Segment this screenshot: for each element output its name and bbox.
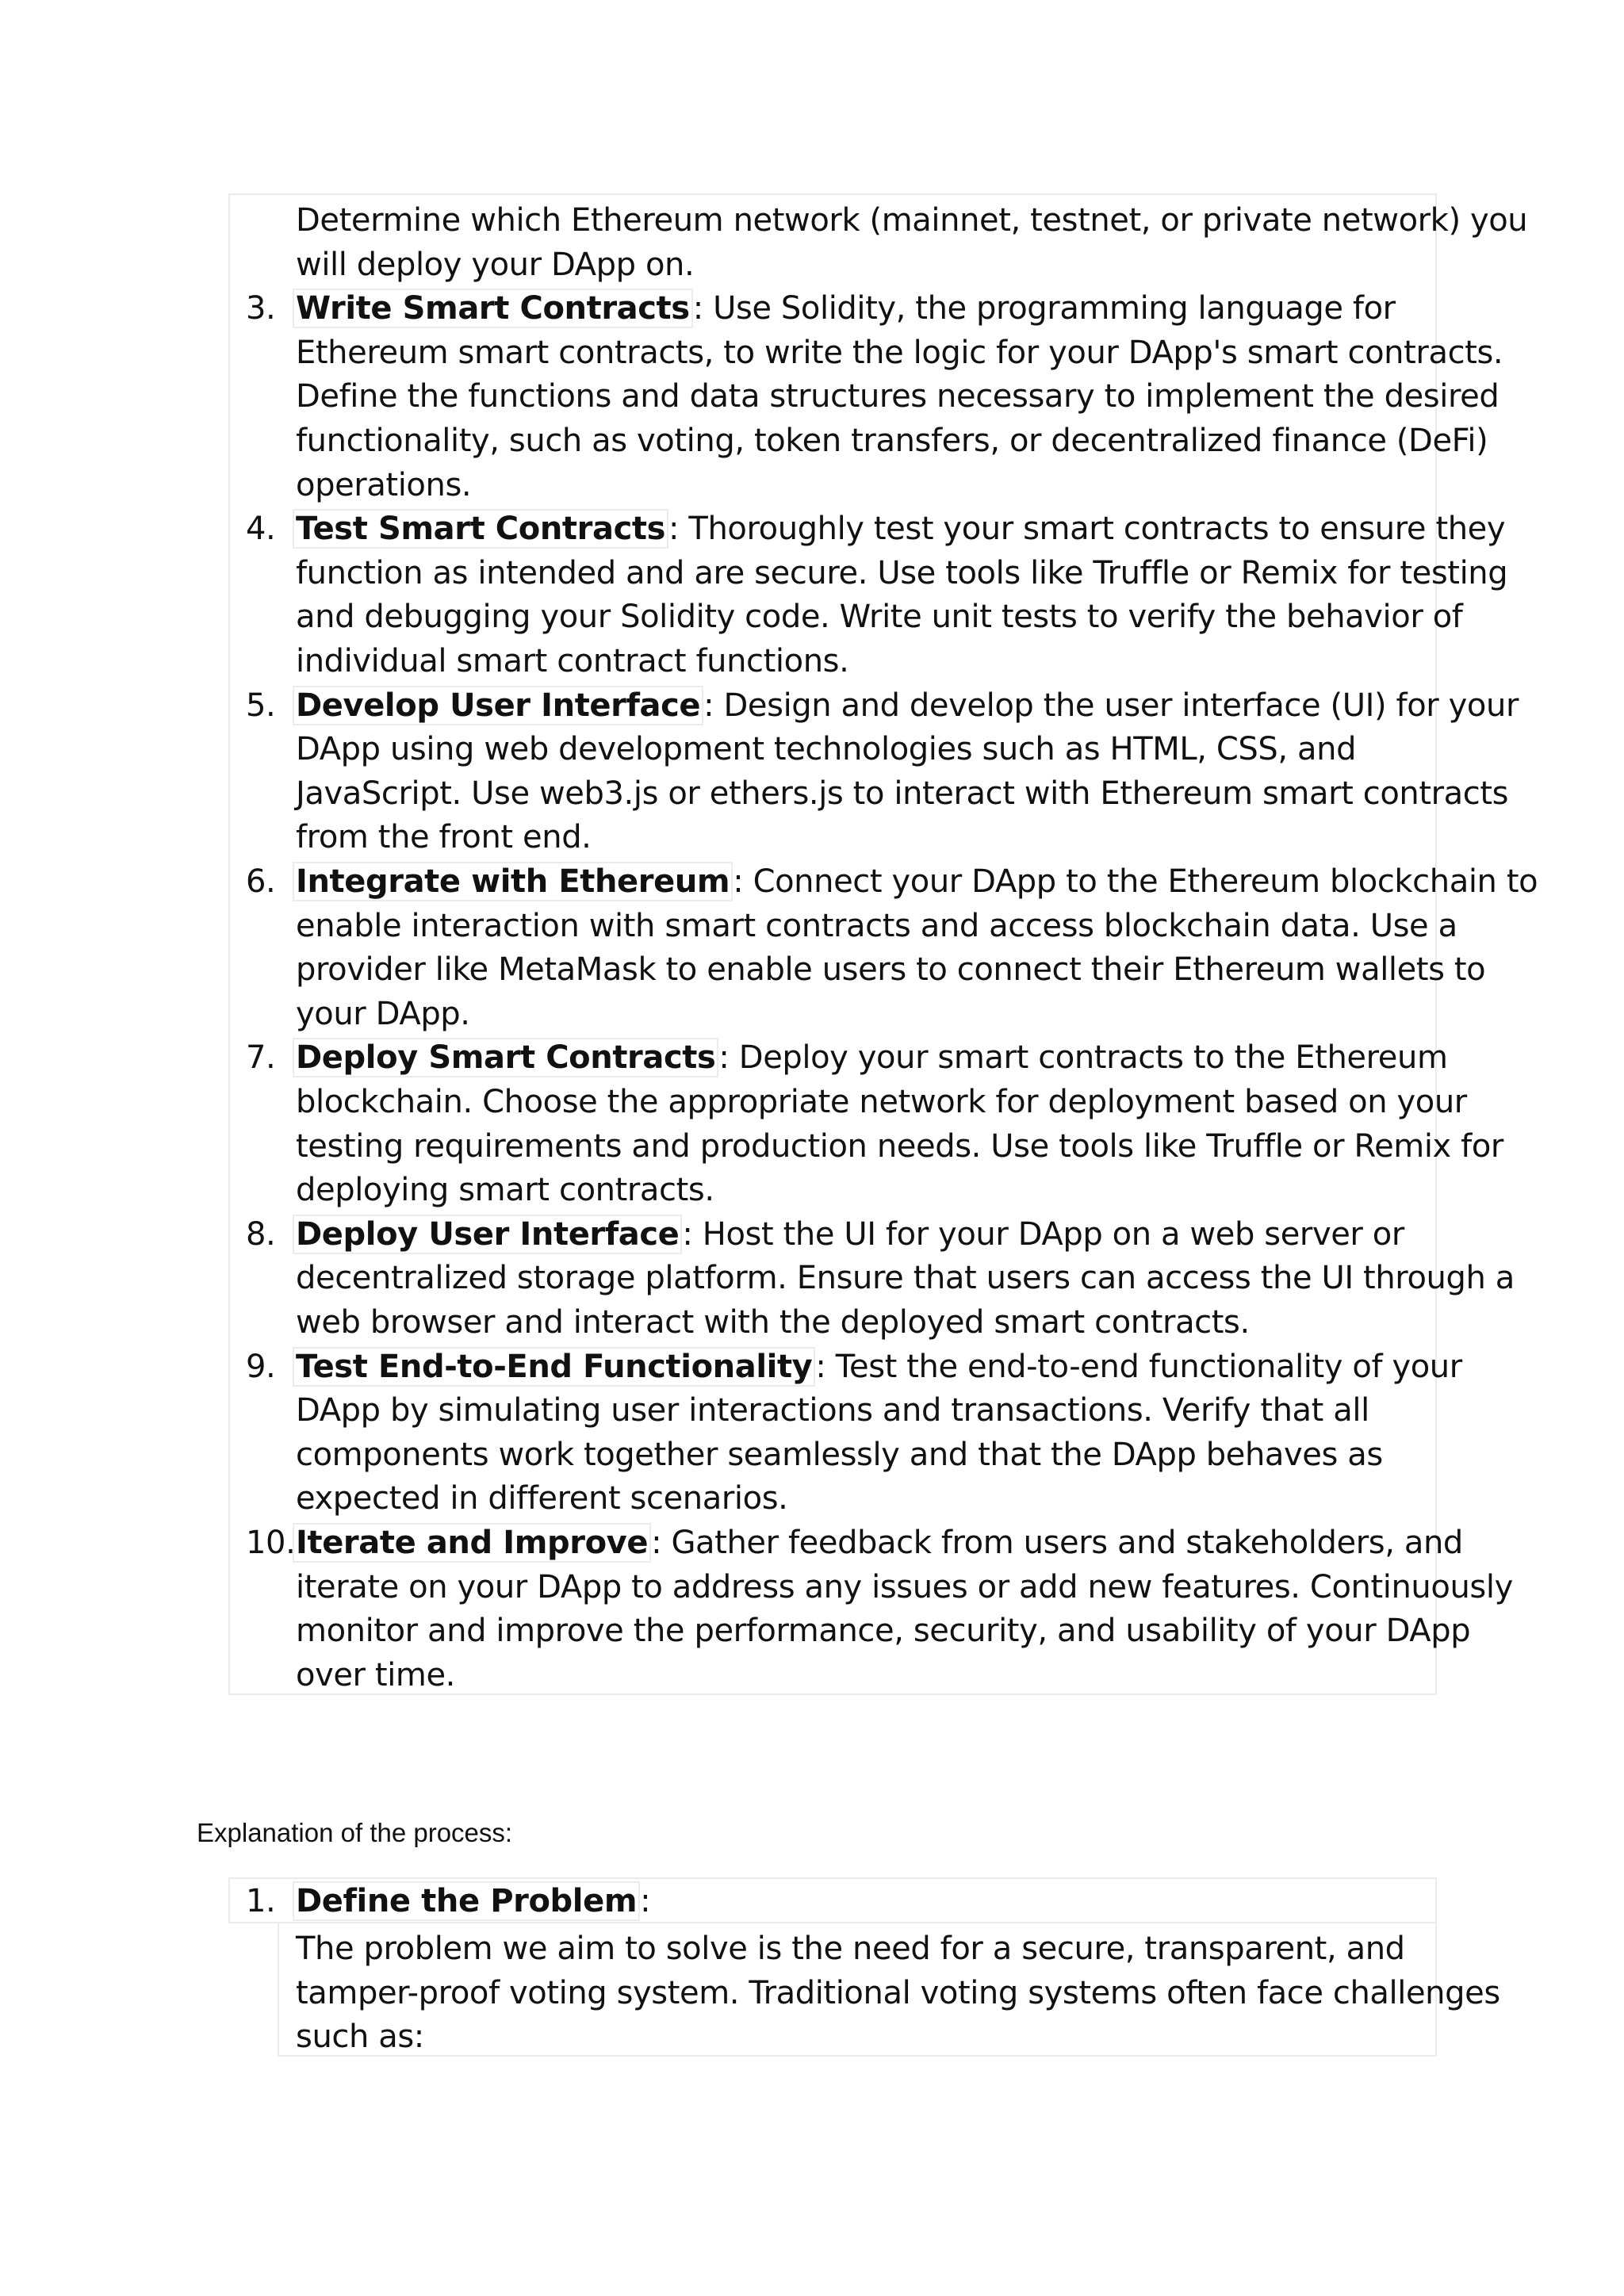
list-item-text: : Connect your DApp to the Ethereum blockchain to [733,863,1538,900]
list-item-line: components work together seamlessly and that the DApp behaves as [296,1436,1383,1473]
list-item-keyword: Develop User Interface [293,686,703,725]
list-item-line: DApp using web development technologies such as HTML, CSS, and [296,731,1357,768]
list-item-line: from the front end. [296,819,592,856]
list-item-text: : Design and develop the user interface (UI) for your [703,687,1519,724]
list-item-text: : Deploy your smart contracts to the Ethereum [718,1039,1448,1077]
list-item-line: over time. [296,1656,456,1693]
list-item-text: : Test the end-to-end functionality of your [815,1348,1462,1385]
list-item-first-line [296,683,1519,728]
list-item-first-line [296,859,1538,904]
list-item-number: 10. [246,1525,296,1561]
list-item-line: web browser and interact with the deployed smart contracts. [296,1304,1250,1341]
list-item-line: and debugging your Solidity code. Write unit tests to verify the behavior of [296,599,1463,636]
step-detail-line: The problem we aim to solve is the need for a secure, transparent, and [296,1931,1405,1967]
list-item-line: function as intended and are secure. Use tools like Truffle or Remix for testing [296,554,1508,591]
step-keyword: Define the Problem [293,1881,640,1921]
list-item-line: Ethereum smart contracts, to write the logic for your DApp's smart contracts. [296,334,1503,371]
explanation-heading: Explanation of the process: [197,1818,513,1847]
list-item-line: individual smart contract functions. [296,643,849,679]
list-item-line: iterate on your DApp to address any issues or add new features. Continuously [296,1568,1513,1605]
list-item-text: : Gather feedback from users and stakeholders, and [651,1525,1463,1561]
list-item-first-line [296,1035,1448,1080]
list-item-line: monitor and improve the performance, security, and usability of your DApp [296,1613,1471,1650]
step-title [296,1879,650,1923]
list-item-keyword: Iterate and Improve [293,1523,651,1563]
list-continuation-line: will deploy your DApp on. [296,246,695,283]
step-suffix: : [640,1883,651,1919]
list-item-text: : Host the UI for your DApp on a web server or [682,1215,1404,1253]
list-item-line: blockchain. Choose the appropriate network for deployment based on your [296,1084,1467,1120]
list-item-first-line [296,1345,1462,1389]
list-item-text: : Thoroughly test your smart contracts to ensure they [668,511,1506,548]
list-item-line: enable interaction with smart contracts and access blockchain data. Use a [296,907,1457,944]
list-item-line: operations. [296,466,472,503]
list-item-number: 5. [246,687,276,724]
list-item-line: DApp by simulating user interactions and transactions. Verify that all [296,1392,1369,1429]
list-item-number: 9. [246,1348,276,1385]
list-item-number: 6. [246,863,276,900]
list-item-keyword: Integrate with Ethereum [293,862,733,901]
list-item-first-line [296,286,1396,331]
step-detail-line: such as: [296,2019,424,2056]
step-detail-line: tamper-proof voting system. Traditional voting systems often face challenges [296,1974,1500,2011]
list-item-line: functionality, such as voting, token transfers, or decentralized finance (DeFi) [296,423,1488,459]
step-number: 1. [246,1883,276,1919]
list-item-first-line [296,507,1505,551]
list-item-number: 8. [246,1215,276,1253]
list-item-number: 3. [246,290,276,327]
list-item-number: 4. [246,511,276,548]
list-item-line: JavaScript. Use web3.js or ethers.js to interact with Ethereum smart contracts [296,775,1509,812]
list-item-keyword: Test Smart Contracts [293,509,668,549]
list-item-line: testing requirements and production needs. Use tools like Truffle or Remix for [296,1127,1503,1165]
list-item-first-line [296,1521,1463,1565]
list-item-first-line [296,1212,1404,1257]
list-item-keyword: Write Smart Contracts [293,289,693,328]
list-item-keyword: Test End-to-End Functionality [293,1347,815,1387]
list-item-line: your DApp. [296,995,470,1032]
list-continuation-line: Determine which Ethereum network (mainnet, testnet, or private network) you [296,202,1528,239]
list-item-line: Define the functions and data structures necessary to implement the desired [296,378,1500,415]
list-item-line: provider like MetaMask to enable users to connect their Ethereum wallets to [296,951,1486,989]
list-item-text: : Use Solidity, the programming language for [692,290,1396,327]
list-item-number: 7. [246,1039,276,1077]
list-item-keyword: Deploy User Interface [293,1215,682,1254]
list-item-line: expected in different scenarios. [296,1480,788,1517]
list-item-keyword: Deploy Smart Contracts [293,1038,718,1077]
list-item-line: decentralized storage platform. Ensure that users can access the UI through a [296,1260,1515,1297]
list-item-line: deploying smart contracts. [296,1172,714,1209]
